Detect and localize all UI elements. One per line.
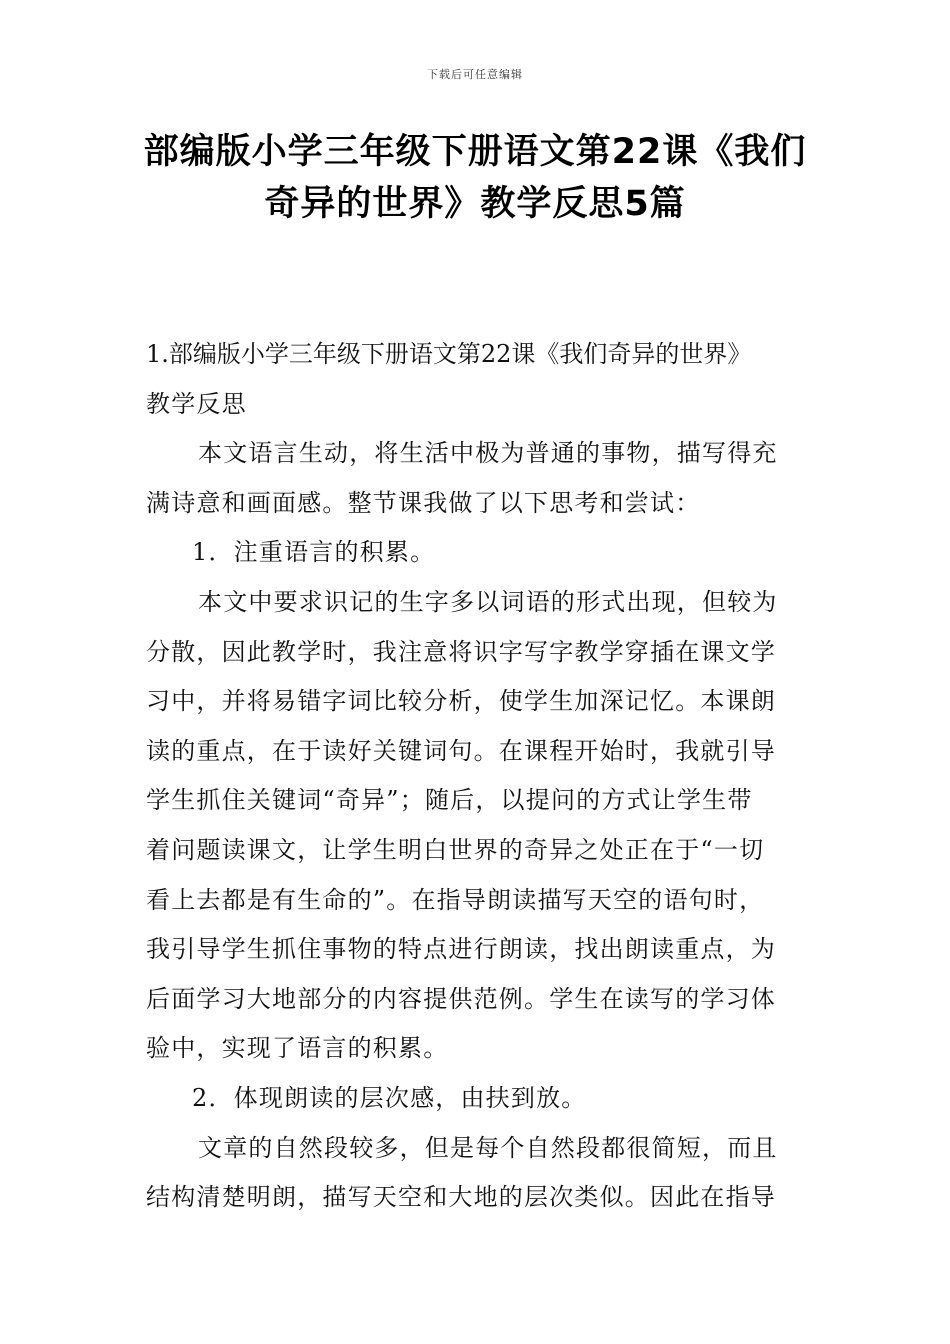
paragraph-intro	[146, 429, 806, 528]
paragraph-line: 分散，因此教学时，我注意将识字写字教学穿插在课文学	[146, 637, 776, 666]
paragraph-line: 本文语言生动，将生活中极为普通的事物，描写得充	[198, 439, 778, 468]
paragraph-line: 结构清楚明朗，描写天空和大地的层次类似。因此在指导	[146, 1183, 776, 1212]
paragraph-line: 习中，并将易错字词比较分析，使学生加深记忆。本课朗	[146, 687, 776, 716]
document-body	[146, 330, 806, 1223]
section-heading-line-2: 教学反思	[146, 389, 247, 418]
paragraph-line: 满诗意和画面感。整节课我做了以下思考和尝试：	[146, 488, 701, 517]
paragraph-line: 着问题读课文，让学生明白世界的奇异之处正在于“一切	[146, 835, 765, 864]
section-heading	[146, 330, 806, 429]
document-title	[120, 126, 830, 230]
paragraph-line: 学生抓住关键词“奇异”；随后，以提问的方式让学生带	[146, 786, 753, 815]
title-line-2: 奇异的世界》教学反思5篇	[264, 184, 686, 224]
paragraph-line: 我引导学生抓住事物的特点进行朗读，找出朗读重点，为	[146, 935, 776, 964]
paragraph-point-2	[146, 1124, 806, 1223]
paragraph-line: 后面学习大地部分的内容提供范例。学生在读写的学习体	[146, 984, 776, 1013]
point-heading-1	[146, 528, 806, 578]
paragraph-line: 读的重点，在于读好关键词句。在课程开始时，我就引导	[146, 736, 776, 765]
point-2-text: 2．体现朗读的层次感，由扶到放。	[192, 1083, 587, 1112]
section-heading-line-1: 1.部编版小学三年级下册语文第22课《我们奇异的世界》	[146, 340, 752, 368]
point-1-text: 1．注重语言的积累。	[192, 538, 436, 567]
paragraph-line: 看上去都是有生命的”。在指导朗读描写天空的语句时，	[146, 885, 765, 914]
point-heading-2	[146, 1074, 806, 1124]
title-line-1: 部编版小学三年级下册语文第22课《我们	[143, 132, 807, 172]
header-note: 下载后可任意编辑	[427, 68, 523, 81]
paragraph-line: 本文中要求识记的生字多以词语的形式出现，但较为	[198, 587, 778, 616]
paragraph-point-1	[146, 578, 806, 1074]
paragraph-line: 验中，实现了语言的积累。	[146, 1034, 449, 1063]
paragraph-line: 文章的自然段较多，但是每个自然段都很简短，而且	[198, 1133, 778, 1162]
